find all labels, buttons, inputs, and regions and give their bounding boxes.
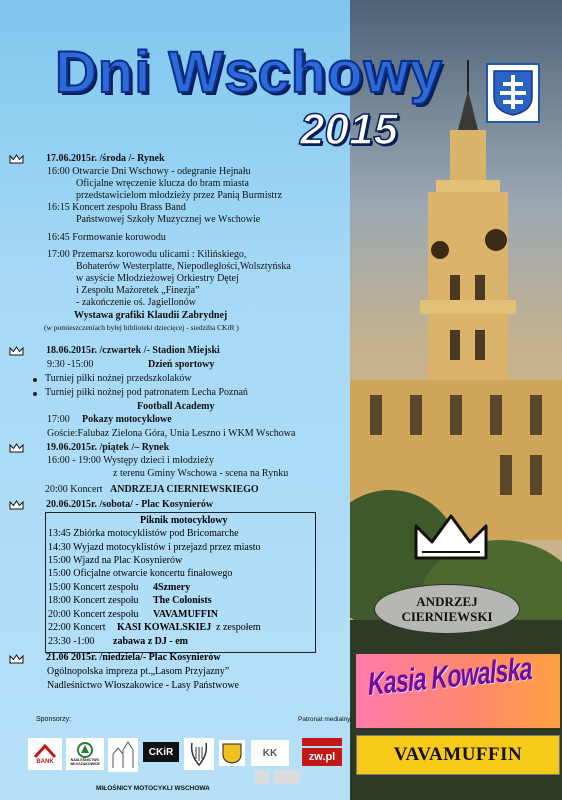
emblem-logo (219, 740, 245, 766)
crown-icon (9, 654, 24, 664)
exhibition-title: Wystawa grafiki Klaudii Zabrydnej (74, 310, 228, 321)
lyre-logo (184, 738, 214, 770)
day1-line: przedstawicielom młodzieży przez Panią Burmistrz (76, 190, 283, 201)
kasia-label: Kasia Kowalska (367, 650, 533, 702)
ckir-text: CKiR (148, 746, 174, 758)
day1-line: 16:00 Otwarcie Dni Wschowy - odegranie Hejnału (47, 166, 251, 177)
bank-logo-mark (33, 743, 57, 759)
day2-heading: 18.06.2015r. /czwartek /- Stadion Miejski (46, 345, 220, 356)
crown-icon (9, 443, 24, 453)
day1-line: w asyście Młodzieżowej Orkiestry Dętej (76, 273, 239, 284)
vavamuffin-banner (356, 735, 560, 775)
day1-line: - zakończenie oś. Jagiellonów (76, 297, 196, 308)
day4-heading: 20.06.2015r. /sobota/ - Plac Kosynierów (46, 499, 214, 510)
day3-line: z terenu Gminy Wschowa - scena na Rynku (113, 468, 289, 479)
crown-icon (9, 154, 24, 164)
day2-line: Pokazy motocyklowe (82, 414, 172, 425)
picnic-line: 15:00 Oficjalne otwarcie koncertu finałowego (48, 568, 233, 579)
oval-line-1: ANDRZEJ (416, 594, 478, 609)
day5-heading: 21.06 2015r. /niedziela/- Plac Kosynierów (46, 652, 221, 663)
oval-line-2: CIERNIEWSKI (401, 609, 493, 624)
poster-year: 2015 (300, 105, 398, 154)
vava-label: VAVAMUFFIN (393, 744, 523, 765)
picnic-line: 4Szmery (153, 582, 191, 593)
picnic-line: VAVAMUFFIN (153, 609, 219, 620)
bullet-icon (33, 378, 37, 382)
day2-line: Football Academy (137, 401, 215, 412)
nadlesnictwo-logo (66, 738, 104, 770)
bullet-icon (33, 392, 37, 396)
day1-line: Bohaterów Westerplatte, Niepodległości,Wolsztyńska (76, 261, 291, 272)
church-logo (108, 738, 138, 772)
church-icon (110, 740, 136, 770)
picnic-line: 15:00 Koncert zespołu (48, 582, 139, 593)
picnic-box (45, 512, 316, 653)
picnic-line: 18:00 Koncert zespołu (48, 595, 139, 606)
crown-icon (9, 346, 24, 356)
picnic-line: The Colonists (153, 595, 212, 606)
day1-line: i Zespołu Mażoretek „Finezja” (76, 285, 200, 296)
picnic-line: KASI KOWALSKIEJ (117, 622, 212, 633)
picnic-line: z zespołem (216, 622, 261, 633)
day3-heading: 19.06.2015r. /piątek /– Rynek (46, 442, 170, 453)
day2-line: Goście:Falubaz Zielona Góra, Unia Leszno i WKM Wschowa (47, 428, 296, 439)
picnic-line: 15:00 Wjazd na Plac Kosynierów (48, 555, 183, 566)
day1-heading: 17.06.2015r. /środa /- Rynek (46, 153, 165, 164)
coat-of-arms-shape (492, 69, 534, 117)
picnic-line: 23:30 -1:00 (48, 636, 95, 647)
day2-line: Turniej piłki nożnej pod patronatem Lecha Poznań (45, 387, 248, 398)
artist-oval (374, 584, 520, 634)
sponsors-label: Sponsorzy: (36, 716, 72, 723)
coat-of-arms-icon (486, 63, 540, 123)
day5-line: Ogólnopolska impreza pt.„Lasom Przyjazny” (47, 666, 230, 677)
bank-logo-text: BANK (36, 759, 54, 765)
exhibition-location: (w pomieszczeniach byłej biblioteki dziecięcej - siedziba CKiR ) (44, 323, 239, 332)
picnic-line: 13:45 Zbiórka motocyklistów pod Bricomarche (48, 528, 239, 539)
patronat-label: Patronat medialny: (298, 716, 353, 723)
kk-logo (251, 740, 289, 766)
tree-icon (76, 742, 94, 758)
picnic-title: Piknik motocyklowy (140, 515, 228, 526)
zw-pl-logo (302, 748, 342, 766)
day1-line: Oficjalne wręczenie klucza do bram miasta (76, 178, 249, 189)
crown-icon (412, 512, 490, 562)
picnic-line: 20:00 Koncert zespołu (48, 609, 139, 620)
day1-line: 16:45 Formowanie korowodu (47, 232, 166, 243)
picnic-line: 22:00 Koncert (48, 622, 106, 633)
lyre-icon (188, 741, 210, 767)
day2-line: 9:30 -15:00 (47, 359, 94, 370)
bank-logo (28, 738, 62, 770)
day2-line: Dzień sportowy (148, 359, 215, 370)
small-logo (255, 770, 269, 784)
day2-line: 17:00 (47, 414, 70, 425)
zw-pl-text: zw.pl (308, 751, 336, 763)
picnic-line: 14:30 Wyjazd motocyklistów i przejazd przez miasto (48, 542, 261, 553)
day3-line: ANDRZEJA CIERNIEWSKIEGO (110, 484, 259, 495)
day5-line: Nadleśnictwo Włoszakowice - Lasy Państwowe (47, 680, 239, 691)
radio-logo (302, 738, 342, 746)
day1-line: 16:15 Koncert zespołu Brass Band (47, 202, 186, 213)
kasia-kowalska-banner (356, 650, 560, 728)
club-name: MIŁOŚNICY MOTOCYKLI WSCHOWA (96, 785, 210, 792)
day1-line: 17:00 Przemarsz korowodu ulicami : Kilińskiego, (47, 249, 247, 260)
shield-icon (221, 742, 243, 764)
day3-line: 20:00 Koncert (45, 484, 103, 495)
picnic-line: zabawa z DJ - em (113, 636, 188, 647)
ckir-logo (143, 742, 179, 762)
day2-line: Turniej piłki nożnej przedszkolaków (45, 373, 192, 384)
day1-line: Państwowej Szkoły Muzycznej we Wschowie (76, 214, 261, 225)
poster-title: Dni Wschowy (55, 40, 444, 105)
crown-icon (9, 500, 24, 510)
kk-text: KK (262, 747, 278, 759)
small-logo (274, 770, 300, 784)
nadlesnictwo-text: NADLEŚNICTWO WŁOSZAKOWICE (70, 758, 100, 766)
day3-line: 16:00 - 19:00 Występy dzieci i młodzieży (47, 455, 214, 466)
